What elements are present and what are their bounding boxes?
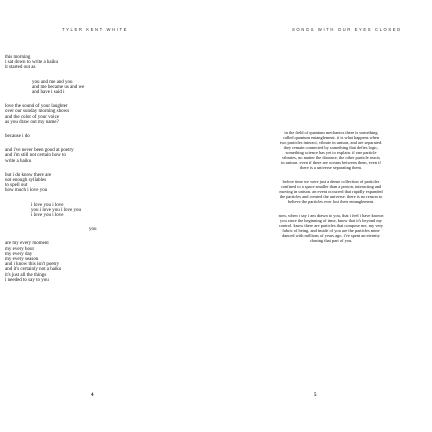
running-head-author: TYLER KENT WHITE bbox=[62, 27, 129, 32]
poem-line: and i've never been good at poetry bbox=[5, 148, 74, 154]
right-page bbox=[216, 0, 432, 432]
poem-line: and i know this isn't poetry bbox=[5, 262, 60, 268]
poem-line: you i love you i love you bbox=[31, 207, 81, 213]
prose-line: there is a universe separating them. bbox=[300, 165, 362, 170]
stanza bbox=[5, 104, 155, 125]
page-number-right: 5 bbox=[314, 393, 317, 398]
poem-line: and i'm still not certain how to bbox=[5, 153, 66, 159]
stanza bbox=[5, 55, 155, 71]
prose-line: fabric of being, and inside of you are the particles mine bbox=[282, 228, 380, 233]
poem-line: i love you i love bbox=[31, 202, 64, 208]
poem-line: and the color of your voice bbox=[5, 114, 60, 120]
prose-line: believe the particles ever lost their entanglement. bbox=[287, 199, 375, 204]
prose-line: something science has yet to explain. if one particle bbox=[285, 150, 377, 155]
poem-line: as you draw out my name? bbox=[5, 119, 59, 125]
prose-line: in the field of quantum mechanics there is something bbox=[284, 130, 378, 135]
prose-line: vibrates, no matter the distance, the other particle reacts bbox=[281, 155, 380, 160]
poem-line: over our sunday morning shows bbox=[5, 109, 70, 115]
poem-line: my every hour bbox=[5, 246, 35, 252]
poem-line: it's just all the things bbox=[5, 272, 47, 278]
prose-line: before time we were just a dense collection of particles bbox=[282, 179, 380, 184]
prose-paragraph bbox=[256, 179, 406, 204]
prose-line: confined to a space smaller than a proton, interacting and bbox=[280, 184, 382, 189]
poem-line: and have i said i bbox=[32, 90, 65, 96]
page-number-left: 4 bbox=[91, 393, 94, 398]
poem-line: i love you i love bbox=[31, 213, 64, 219]
prose-line: in unison. even if there are oceans between them, even if bbox=[281, 160, 381, 165]
poem-line: love the sound of your laughter bbox=[5, 104, 68, 110]
stanza bbox=[5, 148, 155, 164]
poem-line: and it's certainly not a haiku bbox=[5, 267, 62, 273]
poem-line: my every season bbox=[5, 257, 39, 263]
stanza bbox=[5, 227, 155, 232]
stanza bbox=[5, 203, 155, 219]
poem-line: it started out as bbox=[5, 65, 36, 71]
prose-line: moving in unison. an event occurred that rapidly expanded bbox=[279, 189, 383, 194]
prose-line: the particles and created the universe. there is no reason to bbox=[279, 194, 383, 199]
poem-line: you bbox=[89, 227, 97, 233]
poem-line: i needed to say to you bbox=[5, 277, 49, 283]
stanza bbox=[5, 80, 155, 96]
stanza bbox=[5, 241, 155, 283]
prose-line: chasing that part of you. bbox=[309, 238, 353, 243]
poem-line: are my every moment bbox=[5, 241, 49, 247]
poem-line: this morning bbox=[5, 55, 31, 60]
prose-line: danced with millions of years ago. i've spent an eternity bbox=[282, 233, 380, 238]
poem-line: how much i love you bbox=[5, 188, 48, 194]
poem-line: not enough syllables bbox=[5, 178, 47, 184]
poem-line: to spell out bbox=[5, 183, 28, 189]
prose-paragraph bbox=[256, 130, 406, 170]
poem-line: my every day bbox=[5, 251, 33, 257]
poem-line: write a haiku bbox=[5, 158, 32, 164]
poem-line: you and me and you bbox=[32, 79, 73, 85]
prose-line: called quantum entanglement. it is what happens when bbox=[282, 135, 380, 140]
stanza bbox=[5, 134, 155, 139]
poem-body bbox=[5, 55, 155, 292]
poem-line: i sat down to write a haiku bbox=[5, 60, 59, 66]
prose-line: they remain connected by something that defies logic, bbox=[283, 145, 379, 150]
running-head-title: SONGS WITH OUR EYES CLOSED bbox=[292, 27, 402, 32]
poem-line: but i do know there are bbox=[5, 172, 52, 178]
poem-line: because i do bbox=[5, 134, 30, 140]
prose-line: control. know there are particles that compose me, my very bbox=[278, 223, 384, 228]
prose-body bbox=[256, 130, 406, 252]
prose-paragraph bbox=[256, 213, 406, 243]
stanza bbox=[5, 173, 155, 194]
prose-line: now, when i say i am drawn to you, that i feel i have known bbox=[278, 213, 384, 218]
prose-line: you since the beginning of time, know that it's beyond my bbox=[280, 218, 382, 223]
prose-line: two particles interact, vibrate in unison, and are separated. bbox=[279, 140, 383, 145]
poem-line: and me became us and we bbox=[32, 84, 85, 90]
